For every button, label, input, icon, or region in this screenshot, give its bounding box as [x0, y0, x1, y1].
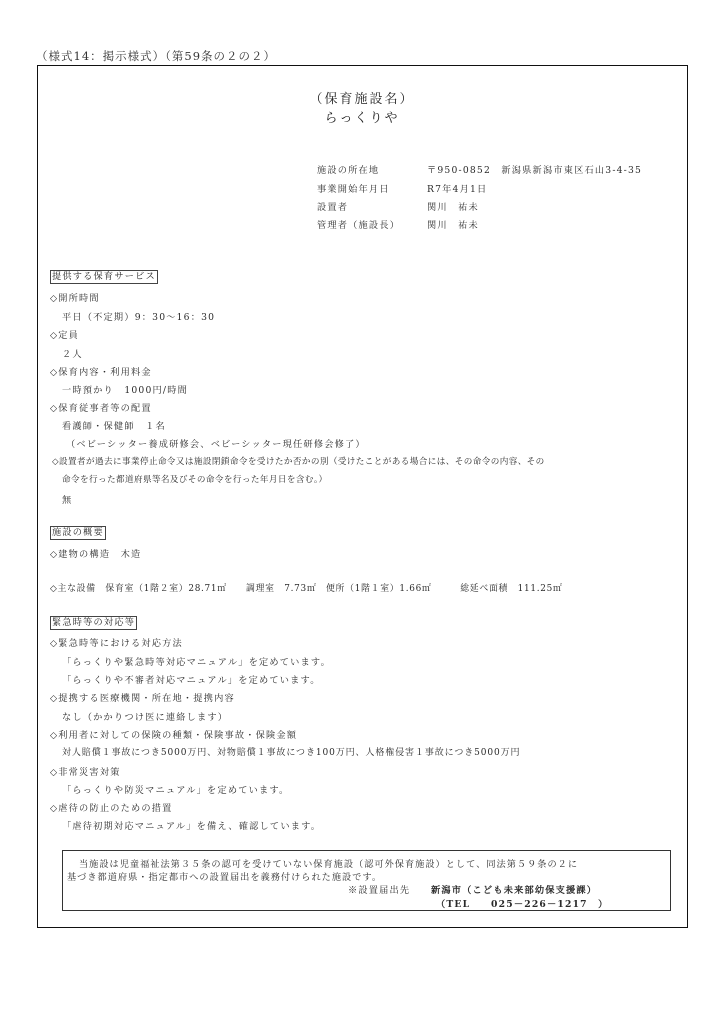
staff-label: ◇保育従事者等の配置	[50, 403, 152, 414]
notice-frame	[37, 65, 688, 928]
content-label: ◇保育内容・利用料金	[50, 367, 152, 378]
abuse-value: 「虐待初期対応マニュアル」を備え、確認しています。	[62, 821, 322, 832]
notice-line-2: 基づき都道府県・指定都市への設置届出を義務付けられた施設です。	[67, 872, 383, 883]
start-date-value: R7年4月1日	[427, 184, 488, 195]
capacity-label: ◇定員	[50, 330, 80, 341]
facility-name-label: （保育施設名）	[309, 92, 415, 107]
order-value: 無	[62, 495, 73, 506]
structure: ◇建物の構造 木造	[50, 549, 142, 560]
manager-value: 関川 祐未	[427, 220, 479, 231]
notice-line-1: 当施設は児童福祉法第３５条の認可を受けていない保育施設（認可外保育施設）として、同法第５９条の２に	[79, 859, 579, 870]
insurance-value: 対人賠償１事故につき5000万円、対物賠償１事故につき100万円、人格権侵害１事故につき5000万円	[62, 748, 521, 758]
insurance-label: ◇利用者に対しての保険の種類・保険事故・保険金額	[50, 730, 298, 741]
medical-value: なし（かかりつけ医に連絡します）	[62, 712, 229, 723]
address-label: 施設の所在地	[317, 165, 380, 176]
start-date-label: 事業開始年月日	[317, 184, 390, 195]
hours-value: 平日（不定期）9：30～16：30	[62, 312, 216, 323]
office-label: ※設置届出先	[348, 885, 411, 896]
founder-label: 設置者	[317, 202, 349, 213]
disaster-label: ◇非常災害対策	[50, 767, 121, 778]
office-tel: （TEL 025－226－1217 ）	[436, 899, 609, 910]
facility-name: らっくりや	[324, 111, 400, 126]
content-value: 一時預かり 1000円/時間	[62, 385, 188, 396]
section-overview-heading: 施設の概要	[52, 527, 104, 538]
form-label: （様式14：掲示様式）（第59条の２の２）	[36, 49, 277, 63]
staff-value: 看護師・保健師 １名	[62, 421, 166, 432]
abuse-label: ◇虐待の防止のための措置	[50, 803, 173, 814]
method-label: ◇緊急時等における対応方法	[50, 638, 183, 649]
method-2: 「らっくりや不審者対応マニュアル」を定めています。	[62, 675, 321, 686]
capacity-value: ２人	[62, 349, 83, 360]
founder-value: 関川 祐未	[427, 202, 479, 213]
notice-box	[62, 850, 671, 911]
section-services-heading: 提供する保育サービス	[52, 271, 156, 282]
staff-note: （ベビーシッター養成研修会、ベビーシッター現任研修会修了）	[66, 439, 366, 450]
disaster-value: 「らっくりや防災マニュアル」を定めています。	[62, 785, 290, 796]
medical-label: ◇提携する医療機関・所在地・提携内容	[50, 693, 235, 704]
address-value: 〒950-0852 新潟県新潟市東区石山3-4-35	[427, 165, 643, 176]
office-value: 新潟市（こども未来部幼保支援課）	[431, 885, 598, 896]
section-emergency-heading: 緊急時等の対応等	[52, 617, 136, 628]
order-label: ◇設置者が過去に事業停止命令又は施設閉鎖命令を受けたか否かの別（受けたことがある場合には、その命令の内容、その	[52, 457, 545, 467]
order-label-cont: 命令を行った都道府県等名及びその命令を行った年月日を含む。）	[62, 475, 328, 485]
manager-label: 管理者（施設長）	[317, 220, 401, 231]
equipment: ◇主な設備 保育室（1階２室）28.71㎡ 調理室 7.73㎡ 便所（1階１室）1.66㎡ 総延べ面積 111.25㎡	[50, 584, 563, 594]
hours-label: ◇開所時間	[50, 293, 100, 304]
method-1: 「らっくりや緊急時等対応マニュアル」を定めています。	[62, 657, 331, 668]
